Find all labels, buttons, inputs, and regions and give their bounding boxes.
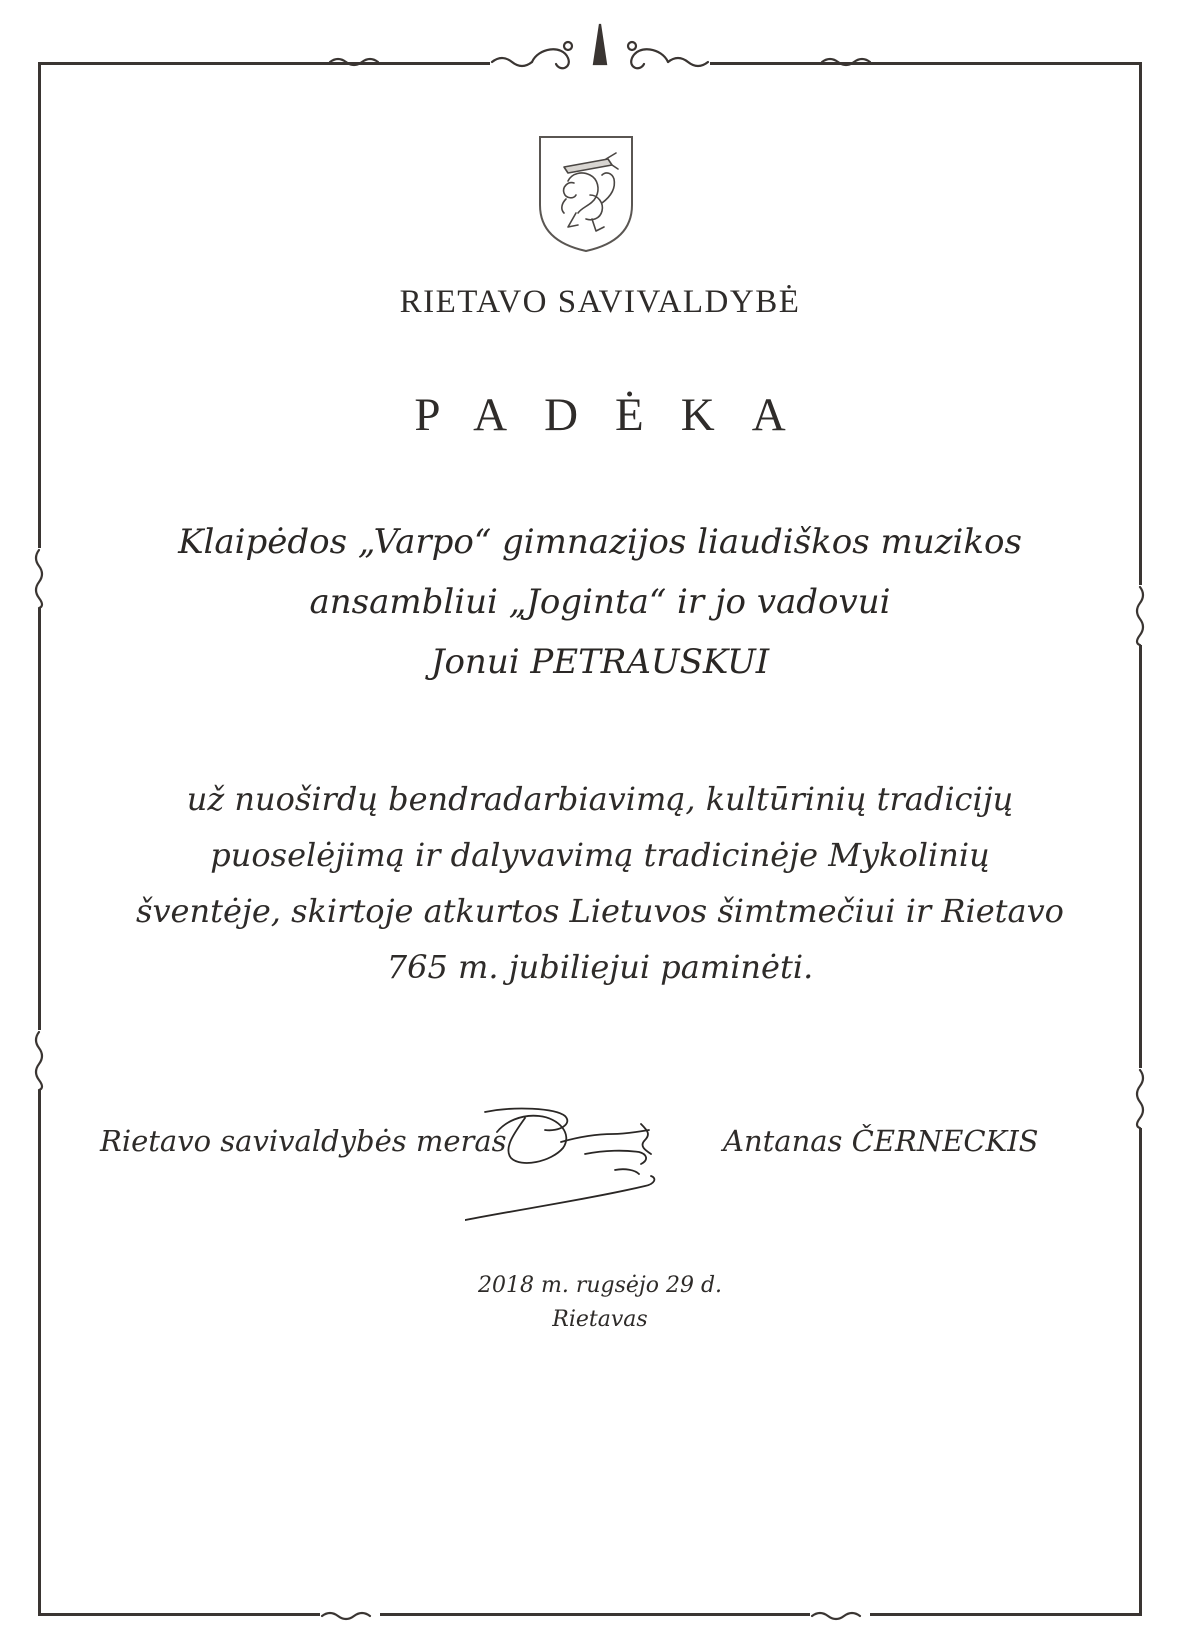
reason-line: už nuoširdų bendradarbiavimą, kultūrinių tradicijų bbox=[186, 780, 1014, 818]
recipient-line: Jonui PETRAUSKUI bbox=[430, 642, 770, 682]
signatory-position: Rietavo savivaldybės meras bbox=[100, 1124, 507, 1158]
issue-date: 2018 m. rugsėjo 29 d. bbox=[477, 1273, 723, 1298]
reason-block bbox=[0, 771, 1200, 995]
signatory-name: Antanas ČERNECKIS bbox=[723, 1124, 1039, 1158]
municipality-name: RIETAVO SAVIVALDYBĖ bbox=[399, 284, 801, 320]
recipient-line: ansambliui „Joginta“ ir jo vadovui bbox=[309, 582, 891, 622]
handwritten-signature bbox=[465, 1098, 705, 1228]
document-title: PADĖKA bbox=[414, 389, 823, 441]
reason-line: puoselėjimą ir dalyvavimą tradicinėje Mykolinių bbox=[210, 836, 990, 874]
recipient-block bbox=[0, 512, 1200, 692]
coat-of-arms-icon bbox=[536, 133, 636, 255]
date-place-block bbox=[0, 1269, 1200, 1337]
reason-line: šventėje, skirtoje atkurtos Lietuvos šimtmečiui ir Rietavo bbox=[136, 892, 1064, 930]
reason-line: 765 m. jubiliejui paminėti. bbox=[386, 948, 814, 986]
issue-place: Rietavas bbox=[552, 1307, 648, 1332]
recipient-line: Klaipėdos „Varpo“ gimnazijos liaudiškos muzikos bbox=[178, 522, 1022, 562]
